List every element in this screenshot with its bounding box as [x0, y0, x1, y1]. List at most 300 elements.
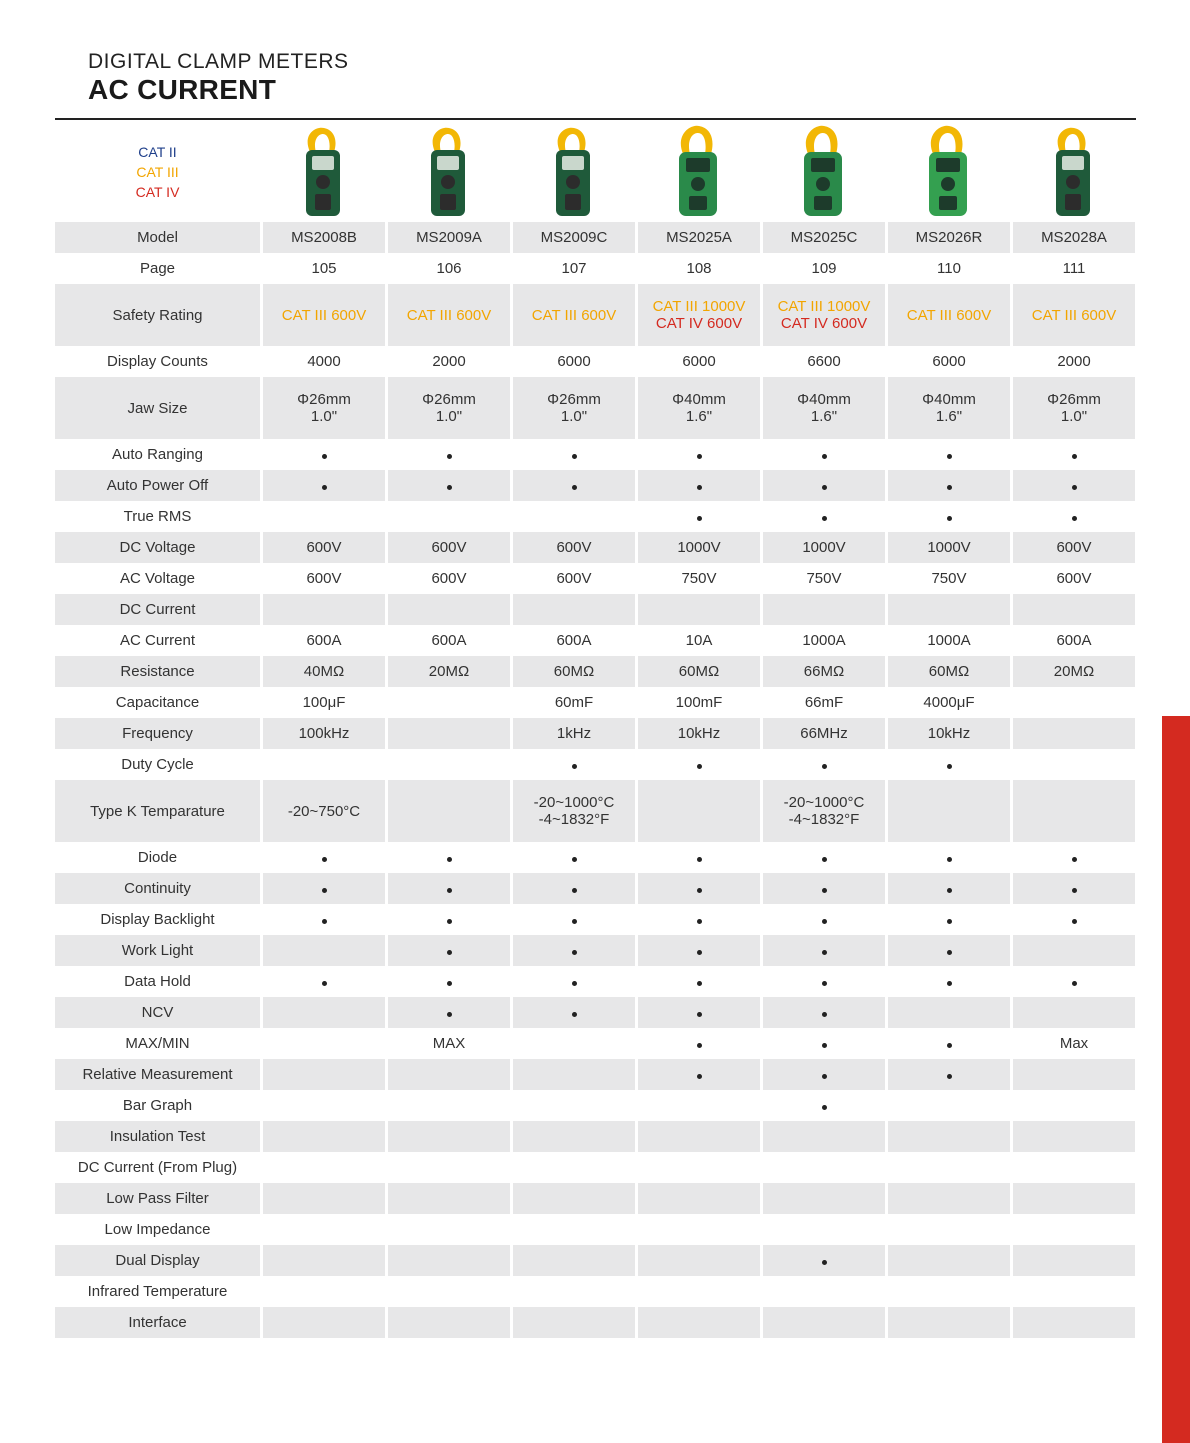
feature-cell — [513, 501, 635, 532]
resistance-cell: 40MΩ — [263, 656, 385, 687]
jaw-cell — [888, 377, 1010, 439]
capacitance-cell — [1013, 687, 1135, 718]
row-label: Model — [55, 222, 260, 253]
feature-cell — [263, 1214, 385, 1245]
temp-line: -4~1832°F — [788, 811, 860, 828]
resistance-cell: 66MΩ — [763, 656, 885, 687]
row-dc-current-plug — [55, 1152, 1135, 1183]
ac-voltage-cell: 750V — [681, 570, 717, 587]
temp-cell — [1013, 780, 1135, 842]
feature-cell — [888, 873, 1010, 904]
feature-cell — [388, 470, 510, 501]
row-page — [55, 253, 1135, 284]
display-counts-cell: 6000 — [682, 353, 716, 370]
ac-current-cell: 600A — [306, 632, 342, 649]
feature-cell — [638, 1121, 760, 1152]
feature-dot — [447, 857, 452, 862]
safety-line: CAT III 600V — [1031, 306, 1117, 324]
feature-dot — [947, 516, 952, 521]
row-label: Interface — [55, 1307, 260, 1338]
display-counts-cell: 2000 — [432, 353, 466, 370]
safety-cell — [388, 284, 510, 346]
row-ncv — [55, 997, 1135, 1028]
frequency-cell — [388, 718, 510, 749]
row-label: Low Impedance — [104, 1221, 211, 1238]
display-counts-cell: 6000 — [557, 353, 591, 370]
feature-cell — [263, 1121, 385, 1152]
row-safety-rating — [55, 284, 1135, 346]
feature-dot — [322, 454, 327, 459]
feature-cell — [388, 1090, 510, 1121]
temp-cell — [513, 780, 635, 842]
jaw-line: Φ40mm — [797, 391, 851, 408]
row-low-impedance — [55, 1214, 1135, 1245]
feature-dot — [1072, 919, 1077, 924]
feature-dot — [822, 857, 827, 862]
feature-cell — [388, 1214, 510, 1245]
jaw-line: 1.0" — [560, 408, 588, 425]
feature-dot — [697, 919, 702, 924]
row-label: Display Counts — [107, 353, 208, 370]
feature-cell — [513, 1059, 635, 1090]
temp-line: -20~1000°C — [533, 794, 615, 811]
jaw-line: Φ26mm — [547, 391, 601, 408]
header-title: AC CURRENT — [88, 74, 277, 105]
feature-cell — [638, 594, 760, 625]
feature-cell — [888, 470, 1010, 501]
feature-cell — [1013, 997, 1135, 1028]
dc-voltage-cell: 1000V — [763, 532, 885, 563]
maxmin-cell: Max — [1059, 1035, 1089, 1052]
jaw-cell — [1013, 377, 1135, 439]
feature-cell — [763, 966, 885, 997]
clamp-meter-image-ms2009c — [538, 124, 608, 220]
feature-cell — [263, 1059, 385, 1090]
feature-cell — [263, 997, 385, 1028]
feature-cell — [388, 966, 510, 997]
cat-legend — [55, 142, 260, 202]
feature-cell — [263, 873, 385, 904]
capacitance-cell: 66mF — [804, 694, 844, 711]
feature-cell — [388, 1183, 510, 1214]
feature-dot — [947, 1074, 952, 1079]
page-cell: 105 — [311, 260, 337, 277]
feature-cell — [888, 1059, 1010, 1090]
model-cell: MS2009A — [388, 222, 510, 253]
dc-voltage-cell: 600V — [263, 532, 385, 563]
feature-cell — [763, 1307, 885, 1338]
feature-dot — [947, 454, 952, 459]
feature-cell — [638, 501, 760, 532]
row-label: Page — [139, 260, 176, 277]
feature-cell — [513, 873, 635, 904]
feature-cell — [763, 1028, 885, 1059]
dc-voltage-cell: 1000V — [888, 532, 1010, 563]
row-label: Work Light — [55, 935, 260, 966]
feature-dot — [1072, 888, 1077, 893]
frequency-cell: 10kHz — [888, 718, 1010, 749]
row-auto-power-off — [55, 470, 1135, 501]
row-insulation-test — [55, 1121, 1135, 1152]
ac-voltage-cell: 600V — [431, 570, 467, 587]
feature-cell — [1013, 966, 1135, 997]
feature-cell — [1013, 1121, 1135, 1152]
feature-cell — [888, 439, 1010, 470]
row-capacitance — [55, 687, 1135, 718]
feature-cell — [388, 1152, 510, 1183]
feature-cell — [513, 966, 635, 997]
clamp-meter-image-ms2026r — [913, 124, 983, 220]
clamp-meter-image-ms2025c — [788, 124, 858, 220]
feature-dot — [447, 888, 452, 893]
jaw-cell — [638, 377, 760, 439]
feature-cell — [638, 439, 760, 470]
feature-dot — [447, 981, 452, 986]
row-label: Safety Rating — [55, 284, 260, 346]
row-label: AC Voltage — [119, 570, 196, 587]
feature-cell — [638, 1028, 760, 1059]
dc-voltage-cell: 600V — [513, 532, 635, 563]
model-cell: MS2026R — [888, 222, 1010, 253]
feature-dot — [447, 1012, 452, 1017]
row-frequency — [55, 718, 1135, 749]
feature-cell — [1013, 1183, 1135, 1214]
model-cell: MS2028A — [1013, 222, 1135, 253]
feature-dot — [822, 764, 827, 769]
feature-cell — [638, 1214, 760, 1245]
row-display-backlight — [55, 904, 1135, 935]
feature-cell — [263, 749, 385, 780]
clamp-meter-image-ms2028a — [1038, 124, 1108, 220]
temp-cell — [263, 780, 385, 842]
dc-voltage-cell: 600V — [388, 532, 510, 563]
feature-dot — [1072, 981, 1077, 986]
page-cell: 107 — [561, 260, 587, 277]
row-model — [55, 222, 1135, 253]
page-cell: 109 — [811, 260, 837, 277]
feature-cell — [513, 749, 635, 780]
feature-dot — [322, 857, 327, 862]
jaw-line: 1.0" — [310, 408, 338, 425]
feature-cell — [263, 1307, 385, 1338]
row-label: Data Hold — [124, 973, 191, 990]
row-bar-graph — [55, 1090, 1135, 1121]
feature-cell — [263, 439, 385, 470]
feature-cell — [763, 594, 885, 625]
feature-cell — [513, 1152, 635, 1183]
feature-dot — [947, 981, 952, 986]
feature-cell — [513, 594, 635, 625]
temp-cell — [638, 780, 760, 842]
feature-cell — [638, 904, 760, 935]
jaw-cell — [513, 377, 635, 439]
feature-dot — [822, 485, 827, 490]
feature-dot — [447, 485, 452, 490]
feature-dot — [572, 857, 577, 862]
feature-cell — [638, 1090, 760, 1121]
row-dual-display — [55, 1245, 1135, 1276]
row-auto-ranging — [55, 439, 1135, 470]
feature-dot — [322, 981, 327, 986]
feature-cell — [763, 1121, 885, 1152]
jaw-cell — [388, 377, 510, 439]
row-label: NCV — [55, 997, 260, 1028]
feature-cell — [513, 1307, 635, 1338]
feature-dot — [947, 857, 952, 862]
feature-cell — [1013, 842, 1135, 873]
jaw-line: Φ26mm — [1047, 391, 1101, 408]
model-cell: MS2008B — [263, 222, 385, 253]
feature-dot — [822, 1012, 827, 1017]
resistance-cell: 20MΩ — [1013, 656, 1135, 687]
feature-cell — [763, 439, 885, 470]
feature-dot — [322, 485, 327, 490]
feature-cell — [263, 594, 385, 625]
row-max-min — [55, 1028, 1135, 1059]
ac-voltage-cell: 600V — [1056, 570, 1092, 587]
ac-voltage-cell: 750V — [806, 570, 842, 587]
row-continuity — [55, 873, 1135, 904]
feature-dot — [822, 1260, 827, 1265]
feature-cell — [638, 935, 760, 966]
feature-cell — [638, 1152, 760, 1183]
safety-cell — [1013, 284, 1135, 346]
page-cell: 108 — [686, 260, 712, 277]
feature-cell — [888, 1183, 1010, 1214]
temp-cell — [888, 780, 1010, 842]
feature-cell — [763, 1245, 885, 1276]
feature-cell — [263, 501, 385, 532]
feature-dot — [947, 919, 952, 924]
ac-current-cell: 600A — [556, 632, 592, 649]
frequency-cell: 100kHz — [263, 718, 385, 749]
ac-voltage-cell: 600V — [556, 570, 592, 587]
feature-cell — [1013, 749, 1135, 780]
feature-cell — [1013, 1214, 1135, 1245]
feature-dot — [822, 919, 827, 924]
feature-dot — [697, 1074, 702, 1079]
dc-voltage-cell: 1000V — [638, 532, 760, 563]
feature-cell — [263, 1152, 385, 1183]
feature-dot — [572, 888, 577, 893]
safety-line: CAT III 600V — [531, 306, 617, 324]
feature-dot — [697, 764, 702, 769]
feature-cell — [263, 1245, 385, 1276]
row-true-rms — [55, 501, 1135, 532]
feature-cell — [888, 594, 1010, 625]
capacitance-cell: 100mF — [675, 694, 723, 711]
header-subtitle: DIGITAL CLAMP METERS — [88, 50, 349, 73]
jaw-line: 1.0" — [435, 408, 463, 425]
row-dc-voltage — [55, 532, 1135, 563]
safety-line: CAT III 600V — [281, 306, 367, 324]
row-label: Diode — [137, 849, 178, 866]
feature-cell — [763, 842, 885, 873]
feature-cell — [1013, 1245, 1135, 1276]
feature-cell — [513, 439, 635, 470]
feature-cell — [888, 1245, 1010, 1276]
row-infrared-temperature — [55, 1276, 1135, 1307]
feature-cell — [388, 1307, 510, 1338]
feature-dot — [572, 981, 577, 986]
legend-cat-iii: CAT III — [136, 164, 179, 180]
red-side-bar — [1162, 716, 1190, 1443]
capacitance-cell: 60mF — [554, 694, 594, 711]
feature-dot — [822, 1105, 827, 1110]
temp-cell — [388, 780, 510, 842]
row-label: DC Current — [55, 594, 260, 625]
feature-cell — [763, 904, 885, 935]
row-label: MAX/MIN — [125, 1035, 190, 1052]
safety-line: CAT III 600V — [906, 306, 992, 324]
row-label: Low Pass Filter — [55, 1183, 260, 1214]
feature-cell — [388, 439, 510, 470]
display-counts-cell: 4000 — [307, 353, 341, 370]
row-label: Bar Graph — [122, 1097, 193, 1114]
feature-cell — [388, 1276, 510, 1307]
feature-cell — [1013, 873, 1135, 904]
feature-cell — [888, 842, 1010, 873]
feature-cell — [513, 1028, 635, 1059]
feature-cell — [513, 1183, 635, 1214]
feature-cell — [888, 501, 1010, 532]
feature-dot — [322, 888, 327, 893]
feature-dot — [572, 454, 577, 459]
row-data-hold — [55, 966, 1135, 997]
page-cell: 106 — [436, 260, 462, 277]
feature-cell — [638, 1307, 760, 1338]
frequency-cell: 10kHz — [638, 718, 760, 749]
feature-cell — [888, 1152, 1010, 1183]
feature-dot — [822, 516, 827, 521]
row-diode — [55, 842, 1135, 873]
row-label: Jaw Size — [55, 377, 260, 439]
feature-cell — [763, 470, 885, 501]
feature-dot — [1072, 454, 1077, 459]
feature-dot — [822, 981, 827, 986]
model-cell: MS2025A — [638, 222, 760, 253]
feature-cell — [638, 873, 760, 904]
feature-dot — [1072, 485, 1077, 490]
capacitance-cell: 4000μF — [923, 694, 975, 711]
row-display-counts — [55, 346, 1135, 377]
row-type-k-temperature — [55, 780, 1135, 842]
jaw-line: Φ26mm — [297, 391, 351, 408]
row-resistance — [55, 656, 1135, 687]
feature-dot — [697, 1012, 702, 1017]
feature-dot — [447, 454, 452, 459]
temp-line: -20~1000°C — [783, 794, 865, 811]
feature-dot — [947, 888, 952, 893]
feature-dot — [322, 919, 327, 924]
feature-cell — [888, 997, 1010, 1028]
temp-line: -20~750°C — [287, 802, 361, 820]
feature-cell — [888, 1214, 1010, 1245]
feature-cell — [513, 1090, 635, 1121]
feature-cell — [1013, 470, 1135, 501]
jaw-cell — [263, 377, 385, 439]
feature-dot — [572, 485, 577, 490]
feature-cell — [513, 904, 635, 935]
feature-cell — [513, 470, 635, 501]
ac-current-cell: 10A — [685, 632, 713, 649]
feature-dot — [822, 888, 827, 893]
feature-dot — [572, 764, 577, 769]
feature-cell — [638, 749, 760, 780]
feature-cell — [763, 1276, 885, 1307]
ac-current-cell: 600A — [1056, 632, 1092, 649]
feature-dot — [697, 888, 702, 893]
display-counts-cell: 6600 — [807, 353, 841, 370]
feature-dot — [572, 919, 577, 924]
feature-cell — [888, 1276, 1010, 1307]
feature-cell — [263, 842, 385, 873]
feature-cell — [388, 935, 510, 966]
feature-cell — [1013, 1152, 1135, 1183]
safety-cell — [263, 284, 385, 346]
model-cell: MS2025C — [763, 222, 885, 253]
safety-cell — [638, 284, 760, 346]
row-label: Relative Measurement — [55, 1059, 260, 1090]
page-cell: 111 — [1062, 260, 1086, 277]
feature-dot — [822, 454, 827, 459]
safety-cell — [763, 284, 885, 346]
feature-dot — [822, 1074, 827, 1079]
ac-voltage-cell: 750V — [931, 570, 967, 587]
safety-line: CAT IV 600V — [655, 315, 743, 332]
capacitance-cell: 100μF — [302, 694, 346, 711]
feature-dot — [697, 857, 702, 862]
feature-cell — [513, 997, 635, 1028]
feature-cell — [763, 873, 885, 904]
spec-table — [52, 222, 1138, 1338]
jaw-line: Φ40mm — [922, 391, 976, 408]
clamp-meter-image-ms2009a — [413, 124, 483, 220]
feature-cell — [763, 997, 885, 1028]
model-cell: MS2009C — [513, 222, 635, 253]
feature-dot — [947, 485, 952, 490]
safety-cell — [888, 284, 1010, 346]
feature-cell — [388, 501, 510, 532]
row-label: DC Voltage — [55, 532, 260, 563]
temp-line: -4~1832°F — [538, 811, 610, 828]
feature-cell — [263, 904, 385, 935]
feature-cell — [263, 1183, 385, 1214]
safety-line: CAT III 1000V — [777, 298, 871, 315]
capacitance-cell — [388, 687, 510, 718]
row-label: True RMS — [123, 508, 192, 525]
feature-dot — [447, 919, 452, 924]
display-counts-cell: 2000 — [1057, 353, 1091, 370]
feature-dot — [697, 516, 702, 521]
feature-cell — [388, 749, 510, 780]
page-cell: 110 — [937, 260, 961, 277]
feature-dot — [947, 950, 952, 955]
frequency-cell — [1013, 718, 1135, 749]
feature-cell — [638, 1059, 760, 1090]
feature-dot — [572, 1012, 577, 1017]
feature-cell — [638, 966, 760, 997]
feature-cell — [513, 935, 635, 966]
feature-cell — [888, 1028, 1010, 1059]
legend-cat-iv: CAT IV — [135, 184, 180, 200]
resistance-cell: 60MΩ — [638, 656, 760, 687]
feature-cell — [513, 1245, 635, 1276]
feature-dot — [822, 1043, 827, 1048]
feature-cell — [513, 1214, 635, 1245]
feature-dot — [697, 950, 702, 955]
feature-cell — [263, 1028, 385, 1059]
